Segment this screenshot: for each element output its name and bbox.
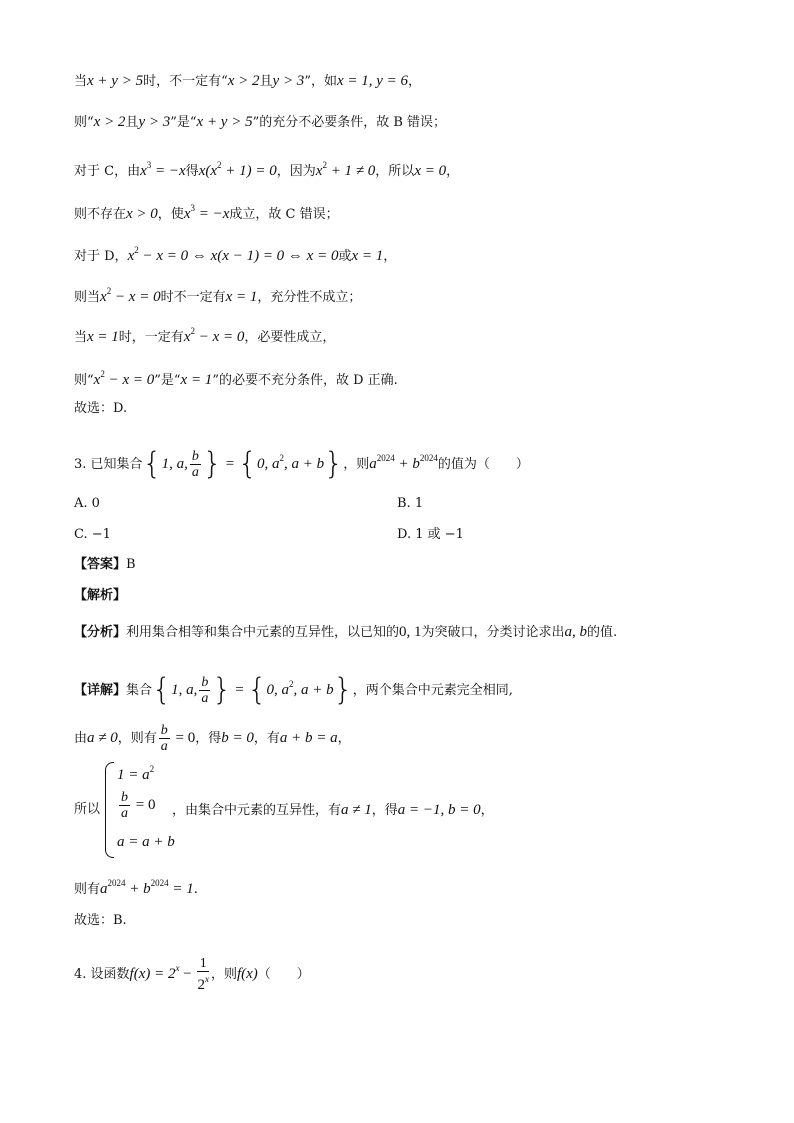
math: $x^2 - x = 0$ [93,369,155,388]
text: 时，一定有 [118,330,184,345]
text-line [74,873,198,900]
answer-line [74,399,127,419]
text: ，充分性不成立； [257,290,362,305]
math: x > 2 [93,114,126,130]
text: 或 [338,249,352,264]
text: 故选：D. [74,401,128,416]
answer-line: 故选：B. [74,913,127,928]
text-line [74,321,335,348]
option-b: B. 1 [397,496,424,511]
question-text: 3. 已知集合 [74,457,143,472]
right-brace-icon: } [324,446,344,482]
right-brace-icon: } [202,446,222,482]
fraction: $\frac{b}{a}$ [160,723,168,754]
math: = 0 [171,730,196,746]
math: 1, a, [171,682,198,698]
text: ，两个集合中元素完全相同, [352,683,513,698]
question-4 [74,950,310,993]
text: ，则 [343,457,370,472]
text: ， [383,249,397,264]
question-3 [74,440,529,483]
math: x = 1 [351,248,384,264]
system-row: a = a + b [117,834,175,850]
text: 当 [74,74,88,89]
text: ”，如 [304,74,337,89]
math: a ≠ 1 [341,802,372,818]
math: f(x) [236,966,258,982]
left-brace-icon: { [237,446,258,482]
text: 由 [74,731,88,746]
option-a: A. 0 [74,496,100,511]
right-brace-icon: } [333,672,353,708]
text: 利用集合相等和集合中元素的互异性，以已知的 [126,625,400,640]
math: 0, $a^2$, a + b [266,679,334,698]
math: $x^2 - x = 0$ [100,286,161,305]
math: = [231,682,248,698]
math: x + y > 5 [196,114,253,130]
text-line [74,281,361,308]
text-line [74,364,398,391]
math: $x^2 + 1 \ne 0$ [315,160,376,179]
math: a, b [564,624,588,640]
math: $x^2 - x = 0$ ⇔ x(x − 1) = 0 ⇔ x = 0 [127,245,339,264]
text: 且 [125,115,139,130]
math: y > 3 [272,73,305,89]
text: 时不一定有 [160,290,226,305]
left-brace-icon: { [152,672,172,708]
math: $x^3 = -x$ [140,160,186,179]
math: $a^{2024} + b^{2024} = 1$ [100,878,194,897]
text: 的值为（ ） [437,457,529,472]
system-row: $\frac{b}{a}$ = 0 [121,790,156,821]
math: $a^{2024} + b^{2024}$ [369,453,438,472]
text: 则“ [74,373,94,388]
text: 且 [259,74,273,89]
question-text: 4. 设函数 [74,967,130,982]
text: 所以 [74,802,101,817]
text-line [74,155,459,182]
text: ，使 [157,207,184,222]
text: ，因为 [276,164,316,179]
math: $x^2 - x = 0$ [183,326,245,345]
left-brace-icon [105,762,114,858]
text: ， [337,731,351,746]
text-line [74,71,421,92]
text: 时，不一定有“ [143,74,228,89]
option-c: C. −1 [74,527,111,542]
answer-label: 【答案】 [74,557,127,572]
math: 0, 1 [399,624,422,640]
math: x = 0 [414,163,447,179]
fraction: $\frac{b}{a}$ [191,449,199,480]
text: ， [408,74,422,89]
option-d: D. 1 或 −1 [397,527,464,542]
text: 为突破口，分类讨论求出 [421,625,565,640]
math: $x(x^2 + 1) = 0$ [198,160,277,179]
math: a ≠ 0 [87,730,118,746]
text: ，则 [210,967,237,982]
text-line [172,800,494,821]
text: ，有 [253,731,280,746]
text: ，必要性成立， [244,330,336,345]
text: . [193,882,198,897]
text: 当 [74,330,88,345]
text: 则“ [74,115,94,130]
math: x = 1, y = 6 [336,73,409,89]
equation-system [105,762,175,858]
text: （ ） [257,967,310,982]
text: 对于 D， [74,249,128,264]
text: 得 [185,164,199,179]
text: 集合 [126,683,153,698]
text: 对于 C，由 [74,164,141,179]
text: ， [480,803,494,818]
text-line [74,720,351,757]
text: ”是“ [170,115,197,130]
detail-line [74,666,513,709]
text: ”的充分不必要条件，故 B 错误； [252,115,447,130]
text: 则不存在 [74,207,127,222]
math: a + b = a [279,730,338,746]
text-line [74,240,396,267]
text: 成立，故 C 错误； [229,207,339,222]
math: b = 0 [221,730,254,746]
text: ，由集合中元素的互异性，有 [172,803,342,818]
text: ，则有 [117,731,157,746]
analysis-label: 【分析】 [74,625,127,640]
math: y > 3 [138,114,171,130]
text-line [74,198,339,225]
text: ，得 [195,731,222,746]
text: 则有 [74,882,101,897]
math: = [221,456,238,472]
text: ， [446,164,460,179]
answer-value: B [126,557,136,572]
math: 1, a, [161,456,188,472]
text: ”是“ [154,373,181,388]
text: ，所以 [375,164,415,179]
detail-label: 【详解】 [74,683,127,698]
fraction: $\frac{1}{2^x}$ [197,956,209,993]
math: x = 1 [180,372,213,388]
math: $x^3 = -x$ [183,203,230,222]
math: x + y > 5 [87,73,144,89]
answer-section [74,555,136,575]
left-brace-icon: { [142,446,162,482]
math: $f(x) = 2^x$ − [129,963,196,982]
left-brace-icon: { [247,672,267,708]
jiexi-label: 【解析】 [74,588,127,603]
text-line [74,112,446,133]
analysis-line [74,622,617,643]
math: 0, $a^2$, a + b [257,453,325,472]
text: ”的必要不充分条件，故 D 正确. [212,373,398,388]
math: x > 0 [126,206,158,222]
math: x = 1 [225,289,258,305]
text: ，得 [371,803,398,818]
right-brace-icon: } [212,672,232,708]
system-row: $1 = a^2$ [117,764,155,783]
math: a = −1, b = 0 [397,802,481,818]
text: 的值. [587,625,618,640]
fraction: $\frac{b}{a}$ [201,675,209,706]
math: x = 1 [87,329,119,345]
math: x > 2 [227,73,260,89]
text: 则当 [74,290,101,305]
